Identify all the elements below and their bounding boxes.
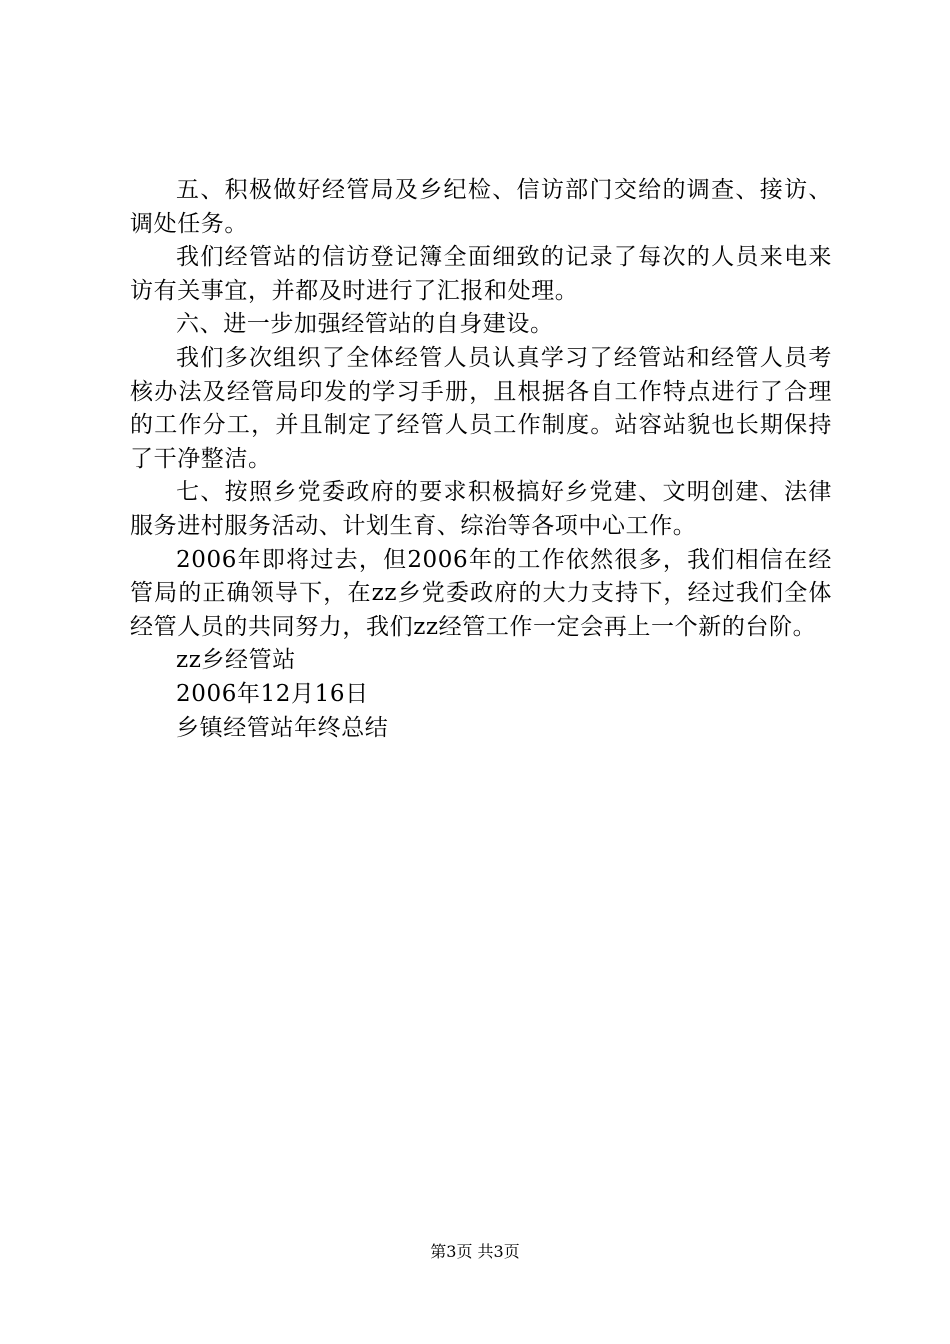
paragraph-self-building: 我们多次组织了全体经管人员认真学习了经管站和经管人员考核办法及经管局印发的学习手册，且根据各自工作特点进行了合理的工作分工，并且制定了经管人员工作制度。站容站貌也长期保持了干净整洁。 bbox=[130, 344, 832, 472]
signature-date: 2006年12月16日 bbox=[176, 680, 369, 707]
signature-organization: zz乡经管站 bbox=[176, 647, 296, 674]
paragraph-section-seven: 七、按照乡党委政府的要求积极搞好乡党建、文明创建、法律服务进村服务活动、计划生育、综治等各项中心工作。 bbox=[130, 479, 832, 539]
paragraph-section-six: 六、进一步加强经管站的自身建设。 bbox=[176, 311, 554, 338]
document-body bbox=[130, 174, 832, 745]
page-number-footer: 第3页 共3页 bbox=[430, 1242, 520, 1261]
paragraph-petition-record: 我们经管站的信访登记簿全面细致的记录了每次的人员来电来访有关事宜，并都及时进行了汇报和处理。 bbox=[130, 244, 832, 304]
paragraph-outlook: 2006年即将过去，但2006年的工作依然很多，我们相信在经管局的正确领导下，在zz乡党委政府的大力支持下，经过我们全体经管人员的共同努力，我们zz经管工作一定会再上一个新的台阶。 bbox=[130, 546, 832, 640]
document-title-note: 乡镇经管站年终总结 bbox=[176, 714, 389, 741]
paragraph-section-five: 五、积极做好经管局及乡纪检、信访部门交给的调查、接访、调处任务。 bbox=[130, 177, 832, 237]
